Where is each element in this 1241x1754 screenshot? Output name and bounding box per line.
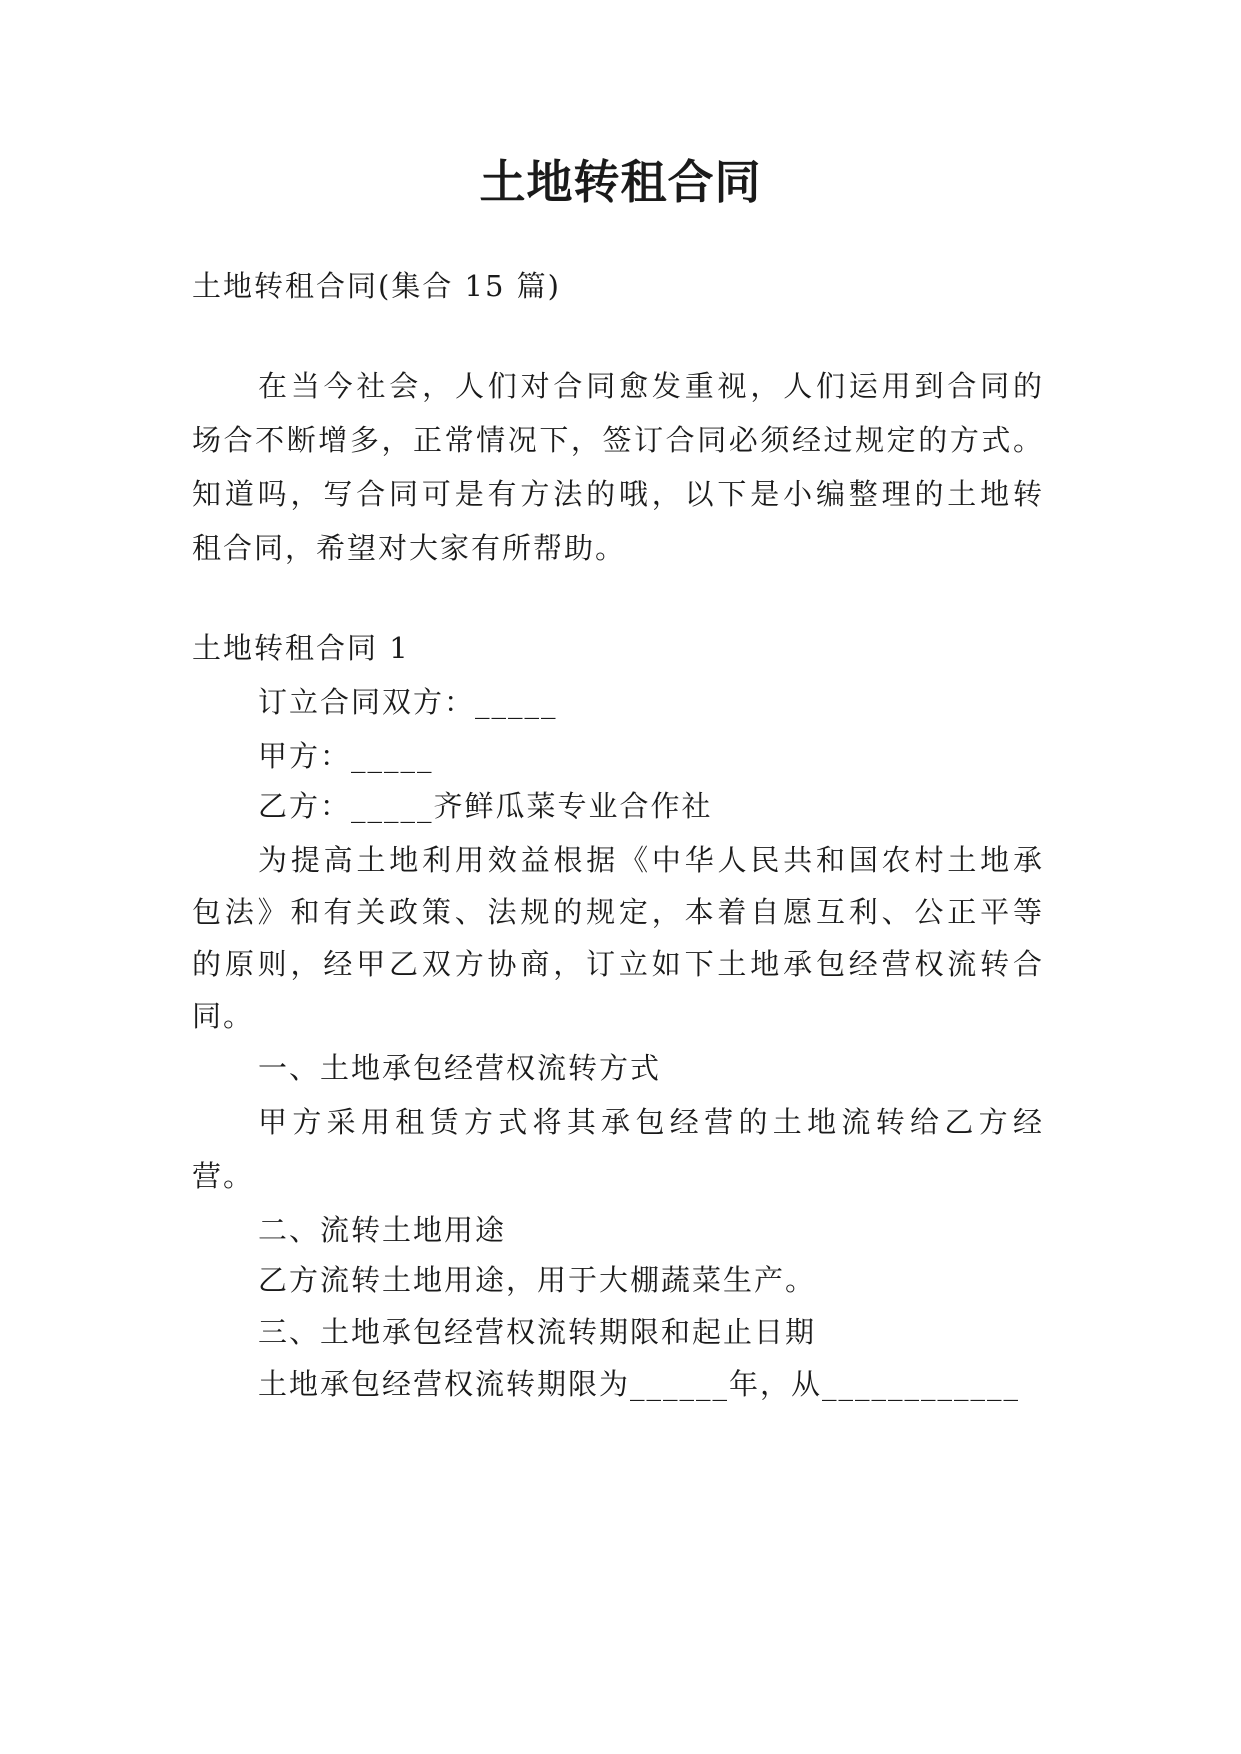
section-1-line-2: 营。 — [192, 1159, 255, 1193]
contract-heading: 土地转租合同 1 — [192, 631, 410, 665]
section-2-heading: 二、流转土地用途 — [258, 1213, 507, 1247]
preamble-line-3: 的原则，经甲乙双方协商，订立如下土地承包经营权流转合 — [192, 947, 1044, 981]
section-2-body: 乙方流转土地用途，用于大棚蔬菜生产。 — [258, 1263, 817, 1297]
document-title: 土地转租合同 — [479, 155, 762, 209]
section-3-heading: 三、土地承包经营权流转期限和起止日期 — [258, 1315, 817, 1349]
section-1-line-1: 甲方采用租赁方式将其承包经营的土地流转给乙方经 — [258, 1105, 1044, 1139]
preamble-line-2: 包法》和有关政策、法规的规定，本着自愿互利、公正平等 — [192, 895, 1044, 929]
section-1-heading: 一、土地承包经营权流转方式 — [258, 1051, 662, 1085]
intro-line-3: 知道吗，写合同可是有方法的哦，以下是小编整理的土地转 — [192, 477, 1044, 511]
intro-line-4: 租合同，希望对大家有所帮助。 — [192, 531, 627, 565]
section-3-body: 土地承包经营权流转期限为______年，从____________ — [258, 1367, 1021, 1401]
intro-line-1: 在当今社会，人们对合同愈发重视，人们运用到合同的 — [258, 369, 1044, 403]
contract-parties: 订立合同双方：_____ — [258, 685, 558, 719]
document-subtitle: 土地转租合同(集合 15 篇) — [192, 269, 561, 303]
preamble-line-1: 为提高土地利用效益根据《中华人民共和国农村土地承 — [258, 843, 1044, 877]
contract-party-a: 甲方：_____ — [258, 739, 434, 773]
contract-party-b: 乙方：_____齐鲜瓜菜专业合作社 — [258, 789, 713, 823]
preamble-line-4: 同。 — [192, 999, 255, 1033]
intro-line-2: 场合不断增多，正常情况下，签订合同必须经过规定的方式。 — [192, 423, 1044, 457]
